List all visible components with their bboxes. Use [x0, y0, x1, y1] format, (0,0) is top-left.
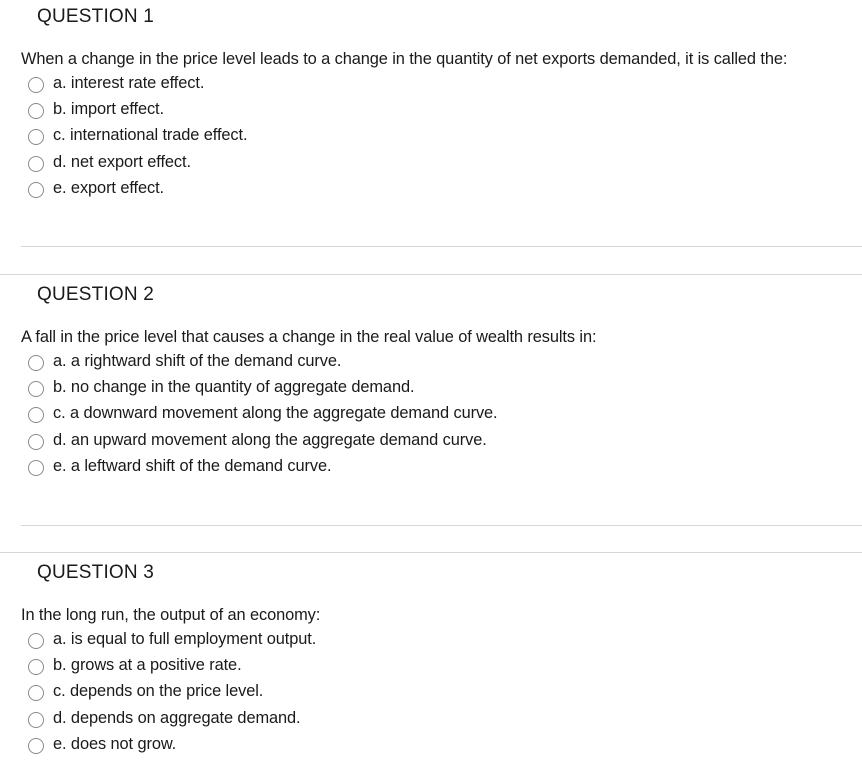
answer-label[interactable]: b. no change in the quantity of aggregate demand. — [53, 378, 415, 397]
radio-button[interactable] — [28, 407, 44, 423]
radio-button[interactable] — [28, 381, 44, 397]
question-divider — [21, 525, 862, 526]
radio-button[interactable] — [28, 103, 44, 119]
answer-label[interactable]: b. grows at a positive rate. — [53, 656, 242, 675]
question-divider — [21, 246, 862, 247]
answer-label[interactable]: c. depends on the price level. — [53, 682, 264, 701]
radio-button[interactable] — [28, 712, 44, 728]
radio-button[interactable] — [28, 685, 44, 701]
radio-button[interactable] — [28, 633, 44, 649]
radio-button[interactable] — [28, 355, 44, 371]
radio-button[interactable] — [28, 129, 44, 145]
answer-label[interactable]: e. export effect. — [53, 178, 164, 197]
radio-button[interactable] — [28, 156, 44, 172]
section-divider — [0, 552, 862, 553]
answer-label[interactable]: a. a rightward shift of the demand curve. — [53, 352, 342, 370]
section-divider — [0, 274, 862, 275]
radio-button[interactable] — [28, 460, 44, 476]
answer-label[interactable]: a. interest rate effect. — [53, 74, 205, 92]
question-text: In the long run, the output of an economy: — [21, 606, 321, 624]
radio-button[interactable] — [28, 77, 44, 93]
answer-label[interactable]: a. is equal to full employment output. — [53, 630, 317, 648]
answer-label[interactable]: e. a leftward shift of the demand curve. — [53, 456, 332, 475]
question-title: QUESTION 2 — [37, 284, 155, 305]
radio-button[interactable] — [28, 434, 44, 450]
answer-label[interactable]: d. net export effect. — [53, 152, 191, 171]
radio-button[interactable] — [28, 659, 44, 675]
answer-label[interactable]: d. depends on aggregate demand. — [53, 708, 301, 727]
radio-button[interactable] — [28, 738, 44, 754]
question-text: A fall in the price level that causes a change in the real value of wealth results in: — [21, 328, 597, 346]
radio-button[interactable] — [28, 182, 44, 198]
answer-label[interactable]: e. does not grow. — [53, 734, 177, 753]
answer-label[interactable]: c. a downward movement along the aggregate demand curve. — [53, 404, 498, 423]
answer-label[interactable]: b. import effect. — [53, 100, 164, 119]
answer-label[interactable]: c. international trade effect. — [53, 126, 248, 145]
question-title: QUESTION 1 — [37, 6, 155, 27]
question-title: QUESTION 3 — [37, 562, 155, 583]
question-text: When a change in the price level leads to a change in the quantity of net exports demanded, it is called the: — [21, 50, 788, 68]
answer-label[interactable]: d. an upward movement along the aggregate demand curve. — [53, 430, 487, 449]
